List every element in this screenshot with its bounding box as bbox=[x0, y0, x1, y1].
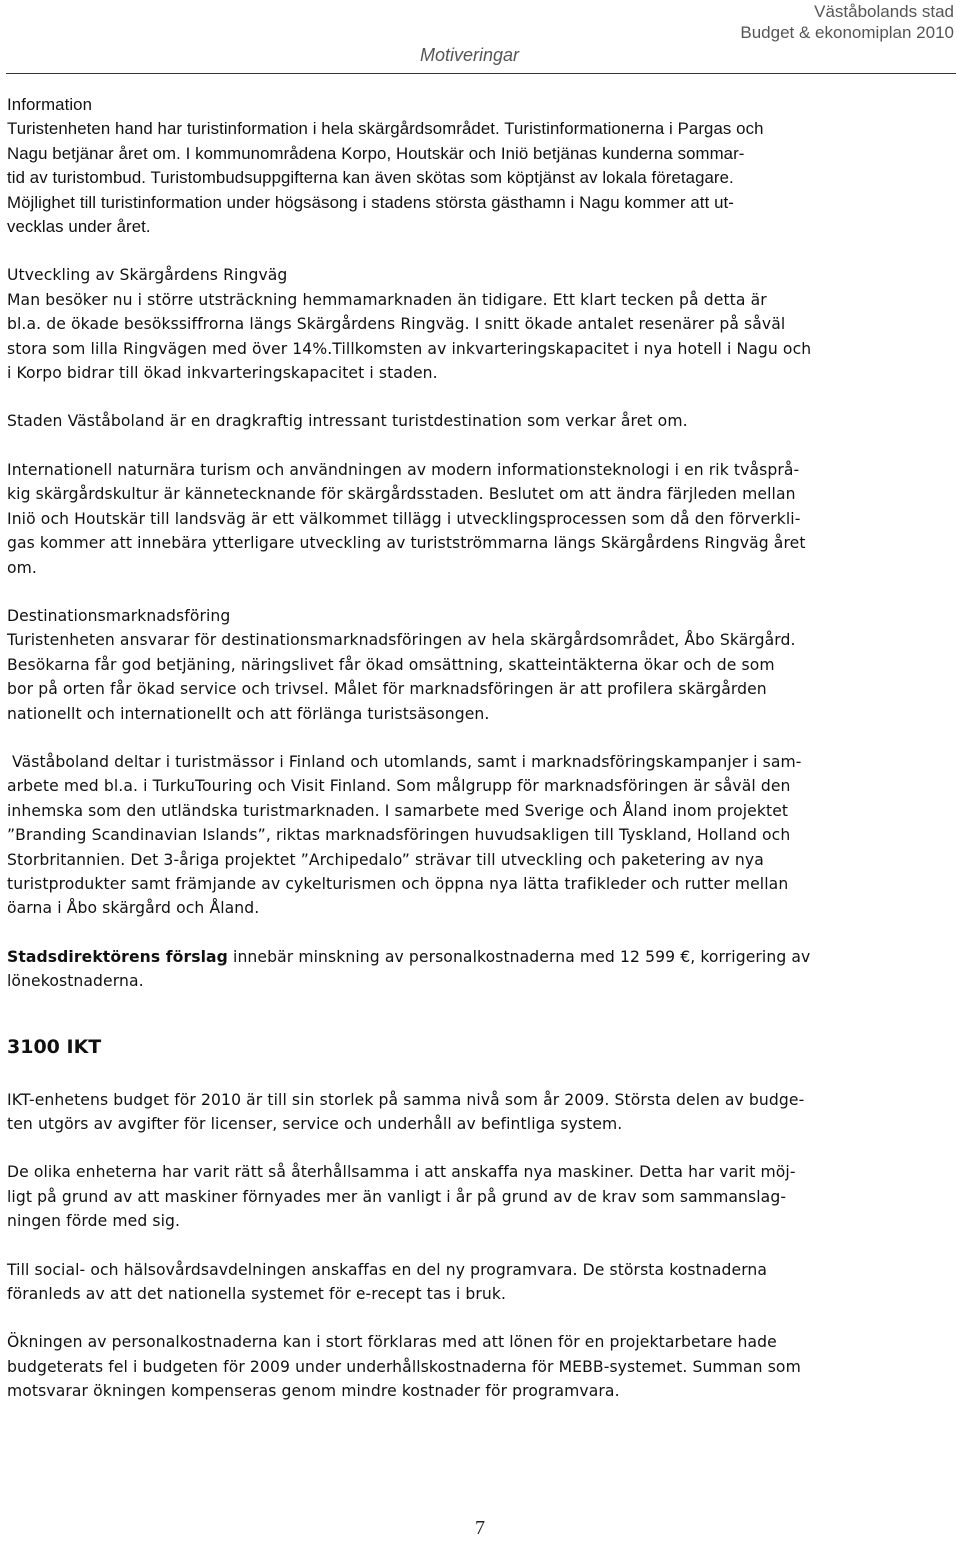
text-line: föranleds av att det nationella systemet för e-recept tas i bruk. bbox=[7, 1285, 507, 1304]
text-line: bor på orten får ökad service och trivsel. Målet för marknadsföringen är att profilera skärgården bbox=[7, 680, 767, 699]
ikt-heading: 3100 IKT bbox=[7, 1035, 102, 1058]
text-line: lönekostnaderna. bbox=[7, 972, 144, 991]
information-section bbox=[7, 93, 952, 239]
text-line: ten utgörs av avgifter för licenser, service och underhåll av befintliga system. bbox=[7, 1115, 623, 1133]
text-line: Turistenheten ansvarar för destinationsmarknadsföringen av hela skärgårdsområdet, Åbo Skärgård. bbox=[7, 631, 796, 650]
text-line: inhemska som den utländska turistmarknaden. I samarbete med Sverige och Åland inom projektet bbox=[7, 801, 789, 820]
destination-section bbox=[7, 604, 952, 726]
text-line: IKT-enhetens budget för 2010 är till sin storlek på samma nivå som år 2009. Största delen av budge- bbox=[7, 1090, 805, 1109]
text-line: Storbritannien. Det 3-åriga projektet ”Archipedalo” strävar till utveckling och paketering av nya bbox=[7, 850, 764, 869]
text-line: bl.a. de ökade besökssiffrorna längs Skärgårdens Ringväg. I snitt ökade antalet resenärer på såväl bbox=[7, 315, 786, 334]
text-line: ningen förde med sig. bbox=[7, 1212, 181, 1231]
header-organization: Väståbolands stad bbox=[814, 2, 954, 21]
text-line: ligt på grund av att maskiner förnyades mer än vanligt i år på grund av de krav som sammanslag- bbox=[7, 1187, 787, 1206]
staden-paragraph bbox=[7, 409, 952, 433]
text-line: De olika enheterna har varit rätt så återhållsamma i att anskaffa nya maskiner. Detta har varit möj- bbox=[7, 1163, 796, 1182]
text-line: Ökningen av personalkostnaderna kan i stort förklaras med att lönen för en projektarbetare hade bbox=[7, 1333, 777, 1352]
header-budget-title: Budget & ekonomiplan 2010 bbox=[740, 23, 954, 42]
ikt-paragraph-4 bbox=[7, 1330, 952, 1403]
text-line: Turistenheten hand har turistinformation i hela skärgårdsområdet. Turistinformationerna i Pargas och bbox=[7, 119, 764, 139]
text-line: budgeterats fel i budgeten för 2009 under underhållskostnaderna för MEBB-systemet. Summan som bbox=[7, 1357, 801, 1376]
text-line: Väståboland deltar i turistmässor i Finland och utomlands, samt i marknadsföringskampanjer i sam- bbox=[7, 752, 802, 771]
internationell-paragraph bbox=[7, 458, 952, 580]
text-line: turistprodukter samt främjande av cykelturismen och öppna nya lätta trafikleder och rutter mellan bbox=[7, 874, 789, 893]
forslag-bold-lead: Stadsdirektörens förslag bbox=[7, 947, 228, 966]
text-line: Möjlighet till turistinformation under högsäsong i stadens största gästhamn i Nagu kommer att ut- bbox=[7, 192, 734, 212]
header-section-title: Motiveringar bbox=[420, 45, 520, 65]
header-divider bbox=[6, 73, 956, 74]
ikt-paragraph-3 bbox=[7, 1258, 952, 1307]
text-line: ”Branding Scandinavian Islands”, riktas marknadsföringen huvudsakligen till Tyskland, Holland och bbox=[7, 826, 791, 845]
text-line: i Korpo bidrar till ökad inkvarteringskapacitet i staden. bbox=[7, 364, 438, 383]
text-line: Internationell naturnära turism och användningen av modern informationsteknologi i en rik tvåsprå- bbox=[7, 460, 800, 479]
text-line: gas kommer att innebära ytterligare utveckling av turistströmmarna längs Skärgårdens Ringväg året bbox=[7, 534, 806, 553]
text-line bbox=[7, 945, 952, 969]
text-line: vecklas under året. bbox=[7, 217, 151, 237]
text-line: stora som lilla Ringvägen med över 14%.Tillkomsten av inkvarteringskapacitet i nya hotell i Nagu och bbox=[7, 339, 812, 358]
ringvag-section bbox=[7, 263, 952, 385]
destination-heading: Destinationsmarknadsföring bbox=[7, 606, 231, 625]
text-line: motsvarar ökningen kompenseras genom mindre kostnader för programvara. bbox=[7, 1382, 620, 1401]
ikt-paragraph-1 bbox=[7, 1088, 952, 1137]
page-header bbox=[0, 0, 960, 80]
text-line: Nagu betjänar året om. I kommunområdena Korpo, Houtskär och Iniö betjänas kunderna sommar- bbox=[7, 143, 745, 163]
text-line: arbete med bl.a. i TurkuTouring och Visit Finland. Som målgrupp för marknadsföringen är såväl den bbox=[7, 777, 791, 796]
massor-paragraph bbox=[7, 750, 952, 921]
text-line: Iniö och Houtskär till landsväg är ett välkommet tillägg i utvecklingsprocessen som då den förverkli- bbox=[7, 509, 801, 528]
page-content bbox=[7, 93, 952, 1404]
text-line: tid av turistombud. Turistombudsuppgifterna kan även skötas som köptjänst av lokala företagare. bbox=[7, 168, 734, 188]
ringvag-heading: Utveckling av Skärgårdens Ringväg bbox=[7, 266, 288, 285]
text-line: Man besöker nu i större utsträckning hemmamarknaden än tidigare. Ett klart tecken på detta är bbox=[7, 290, 767, 309]
text-line: om. bbox=[7, 558, 37, 577]
forslag-text: innebär minskning av personalkostnaderna med 12 599 €, korrigering av bbox=[227, 947, 811, 966]
text-line: nationellt och internationellt och att förlänga turistsäsongen. bbox=[7, 704, 490, 723]
page-number: 7 bbox=[475, 1517, 485, 1539]
forslag-paragraph bbox=[7, 945, 952, 994]
text-line: Besökarna får god betjäning, näringslivet får ökad omsättning, skatteintäkterna ökar och de som bbox=[7, 655, 775, 674]
text-line: öarna i Åbo skärgård och Åland. bbox=[7, 899, 260, 918]
ikt-paragraph-2 bbox=[7, 1160, 952, 1233]
text-line: Till social- och hälsovårdsavdelningen anskaffas en del ny programvara. De största kostnaderna bbox=[7, 1260, 768, 1279]
information-heading: Information bbox=[7, 95, 93, 114]
text-line: Staden Väståboland är en dragkraftig intressant turistdestination som verkar året om. bbox=[7, 412, 688, 431]
text-line: kig skärgårdskultur är kännetecknande för skärgårdsstaden. Beslutet om att ändra färjleden mellan bbox=[7, 485, 796, 504]
